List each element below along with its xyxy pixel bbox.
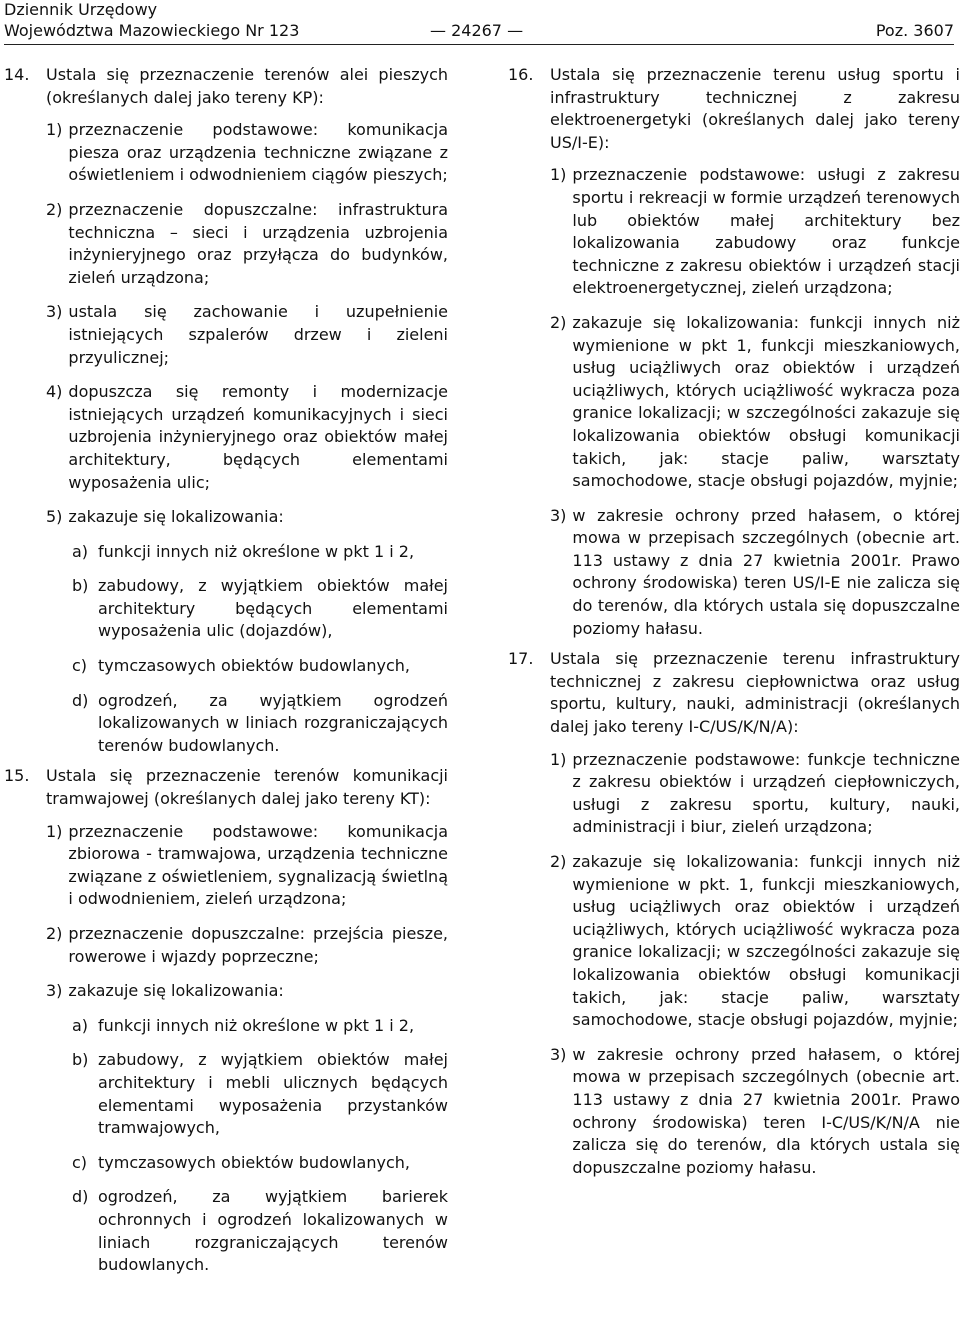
item-number: 1) xyxy=(46,120,63,140)
item-text: zakazuje się lokalizowania: xyxy=(68,981,284,1001)
subitem-letter: a) xyxy=(72,541,89,561)
item-number: 2) xyxy=(550,852,567,871)
item-text: przeznaczenie podstawowe: komunikacja zbiorowa - tramwajowa, urządzenia techniczne związane z oświetleniem, sygnalizacją świetlną i odwodnieniem, zieleń urządzona; xyxy=(68,821,448,909)
section-16-items xyxy=(508,164,960,640)
subitem-text: ogrodzeń, za wyjątkiem barierek ochronnych i ogrodzeń lokalizowanych w liniach rozgraniczających terenów budowlanych. xyxy=(98,1187,448,1275)
subitem-text: tymczasowych obiektów budowlanych, xyxy=(98,1152,410,1172)
sub-list-item xyxy=(46,1152,448,1175)
subitem-text: funkcji innych niż określone w pkt 1 i 2, xyxy=(98,541,415,561)
journal-title: Dziennik Urzędowy xyxy=(4,0,158,19)
item-number: 3) xyxy=(550,1044,567,1064)
item-number: 2) xyxy=(550,312,567,332)
item-text: ustala się zachowanie i uzupełnienie istniejących szpalerów drzew i zieleni przyulicznej; xyxy=(68,302,448,367)
sub-list-item xyxy=(46,575,448,643)
section-number: 15. xyxy=(4,766,30,786)
page-header xyxy=(0,0,960,48)
subitem-letter: b) xyxy=(72,576,89,596)
section-14-subitems xyxy=(4,541,448,758)
subitem-text: zabudowy, z wyjątkiem obiektów małej architektury będących elementami wyposażenia ulic (dojazdów), xyxy=(98,576,448,641)
list-item xyxy=(46,199,448,289)
sub-list-item xyxy=(46,541,448,564)
list-item xyxy=(550,312,960,493)
subitem-text: funkcji innych niż określone w pkt 1 i 2, xyxy=(98,1015,415,1035)
section-number: 14. xyxy=(4,65,30,84)
subitem-text: zabudowy, z wyjątkiem obiektów małej architektury i mebli ulicznych będących elementami wyposażenia przystanków tramwajowych, xyxy=(98,1050,448,1138)
item-text: przeznaczenie podstawowe: komunikacja piesza oraz urządzenia techniczne związane z oświetleniem i odwodnieniem ciągów pieszych; xyxy=(68,120,448,185)
subitem-letter: a) xyxy=(72,1015,89,1035)
section-15-heading xyxy=(4,765,448,810)
list-item xyxy=(46,301,448,369)
item-number: 3) xyxy=(46,981,63,1001)
section-16-heading xyxy=(508,64,960,154)
section-14-items xyxy=(4,119,448,529)
subitem-letter: d) xyxy=(72,1187,89,1207)
list-item xyxy=(550,505,960,641)
section-intro: Ustala się przeznaczenie terenów alei pieszych (określanych dalej jako tereny KP): xyxy=(46,65,448,107)
item-text: zakazuje się lokalizowania: funkcji innych niż wymienione w pkt. 1, funkcji mieszkaniowych, usług uciążliwych oraz obiektów i urządzeń uciążliwych, których uciążliwość wykracza poza granice lokalizacji; w szczególności zakazuje się lokalizowania obiektów obsługi komunikacji takich, jak: stacje paliw, warsztaty samochodowe, stacje obsługi pojazdów, myjnie; xyxy=(572,852,960,1030)
item-number: 4) xyxy=(46,382,63,402)
section-number: 16. xyxy=(508,65,534,84)
item-text: dopuszcza się remonty i modernizacje istniejących urządzeń komunikacyjnych i sieci uzbrojenia inżynieryjnego oraz obiektów małej architektury, będących elementami wyposażenia ulic; xyxy=(68,382,448,492)
item-text: przeznaczenie podstawowe: funkcje techniczne z zakresu obiektów i urządzeń ciepłowniczych, usługi z zakresu sportu, kultury, nauki, administracji i biur, zieleń urządzona; xyxy=(572,749,960,837)
sub-list-item xyxy=(46,1049,448,1139)
position-number: Poz. 3607 xyxy=(875,21,954,40)
list-item xyxy=(550,164,960,300)
section-intro: Ustala się przeznaczenie terenu infrastruktury technicznej z zakresu ciepłownictwa oraz usług sportu, kultury, nauki, administracji (określanych dalej jako tereny I-C/US/K/N/A): xyxy=(550,649,960,737)
section-14-heading xyxy=(4,64,448,109)
list-item xyxy=(46,980,448,1003)
subitem-letter: c) xyxy=(72,656,88,676)
section-17-heading xyxy=(508,648,960,738)
journal-subtitle: Województwa Mazowieckiego Nr 123 xyxy=(4,21,300,40)
list-item xyxy=(550,749,960,839)
subitem-letter: c) xyxy=(72,1152,88,1172)
subitem-letter: b) xyxy=(72,1050,89,1070)
item-text: w zakresie ochrony przed hałasem, o której mowa w przepisach szczególnych (obecnie art. 113 ustawy z dnia 27 kwietnia 2001r. Prawo ochrony środowiska) teren I-C/US/K/N/A nie zalicza się do terenów, dla których ustala się dopuszczalne poziomy hałasu. xyxy=(572,1044,960,1177)
item-text: przeznaczenie dopuszczalne: infrastruktura techniczna – sieci i urządzenia uzbrojenia inżynieryjnego oraz przyłącza do budynków, zieleń urządzona; xyxy=(68,199,448,287)
item-number: 2) xyxy=(46,924,63,943)
section-number: 17. xyxy=(508,649,534,669)
list-item xyxy=(46,381,448,494)
item-number: 1) xyxy=(550,165,567,185)
subitem-text: tymczasowych obiektów budowlanych, xyxy=(98,656,410,676)
section-15-items xyxy=(4,821,448,1003)
item-text: w zakresie ochrony przed hałasem, o której mowa w przepisach szczególnych (obecnie art. 113 ustawy z dnia 27 kwietnia 2001r. Prawo ochrony środowiska) teren US/I-E nie zalicza się do terenów, dla których ustala się dopuszczalne poziomy hałasu. xyxy=(572,505,960,638)
section-17-items xyxy=(508,749,960,1180)
item-number: 3) xyxy=(46,302,63,322)
subitem-letter: d) xyxy=(72,690,89,710)
section-intro: Ustala się przeznaczenie terenów komunikacji tramwajowej (określanych dalej jako tereny KT): xyxy=(46,766,448,809)
item-text: przeznaczenie podstawowe: usługi z zakresu sportu i rekreacji w formie urządzeń terenowych lub obiektów małej architektury bez lokalizowania zabudowy oraz funkcje techniczne z zakresu obiektów i urządzeń stacji elektroenergetycznej, zieleń urządzona; xyxy=(572,165,960,298)
item-number: 2) xyxy=(46,199,63,219)
sub-list-item xyxy=(46,655,448,678)
section-intro: Ustala się przeznaczenie terenu usług sportu i infrastruktury technicznej z zakresu elektroenergetyki (określanych dalej jako tereny US/I-E): xyxy=(550,65,960,152)
list-item xyxy=(550,851,960,1032)
item-text: przeznaczenie dopuszczalne: przejścia piesze, rowerowe i wjazdy poprzeczne; xyxy=(68,924,448,966)
list-item xyxy=(46,506,448,529)
sub-list-item xyxy=(46,690,448,758)
sub-list-item xyxy=(46,1015,448,1038)
list-item xyxy=(550,1044,960,1180)
section-15-subitems xyxy=(4,1015,448,1277)
header-divider xyxy=(4,44,954,45)
left-column xyxy=(4,64,448,1277)
list-item xyxy=(46,119,448,187)
item-number: 3) xyxy=(550,505,567,525)
subitem-text: ogrodzeń, za wyjątkiem ogrodzeń lokalizowanych w liniach rozgraniczających terenów budowlanych. xyxy=(98,690,448,755)
item-number: 5) xyxy=(46,507,63,527)
item-number: 1) xyxy=(550,749,567,769)
sub-list-item xyxy=(46,1186,448,1276)
item-text: zakazuje się lokalizowania: xyxy=(68,507,284,527)
list-item xyxy=(46,923,448,968)
right-column xyxy=(508,64,960,1179)
item-text: zakazuje się lokalizowania: funkcji innych niż wymienione w pkt 1, funkcji mieszkaniowych, usług uciążliwych oraz obiektów i urządzeń uciążliwych, których uciążliwość wykracza poza granice lokalizacji; w szczególności zakazuje się lokalizowania obiektów obsługi komunikacji takich, jak: stacje paliw, warsztaty samochodowe, stacje obsługi pojazdów, myjnie; xyxy=(572,312,960,491)
page-number: — 24267 — xyxy=(430,21,524,40)
list-item xyxy=(46,821,448,911)
item-number: 1) xyxy=(46,821,63,841)
